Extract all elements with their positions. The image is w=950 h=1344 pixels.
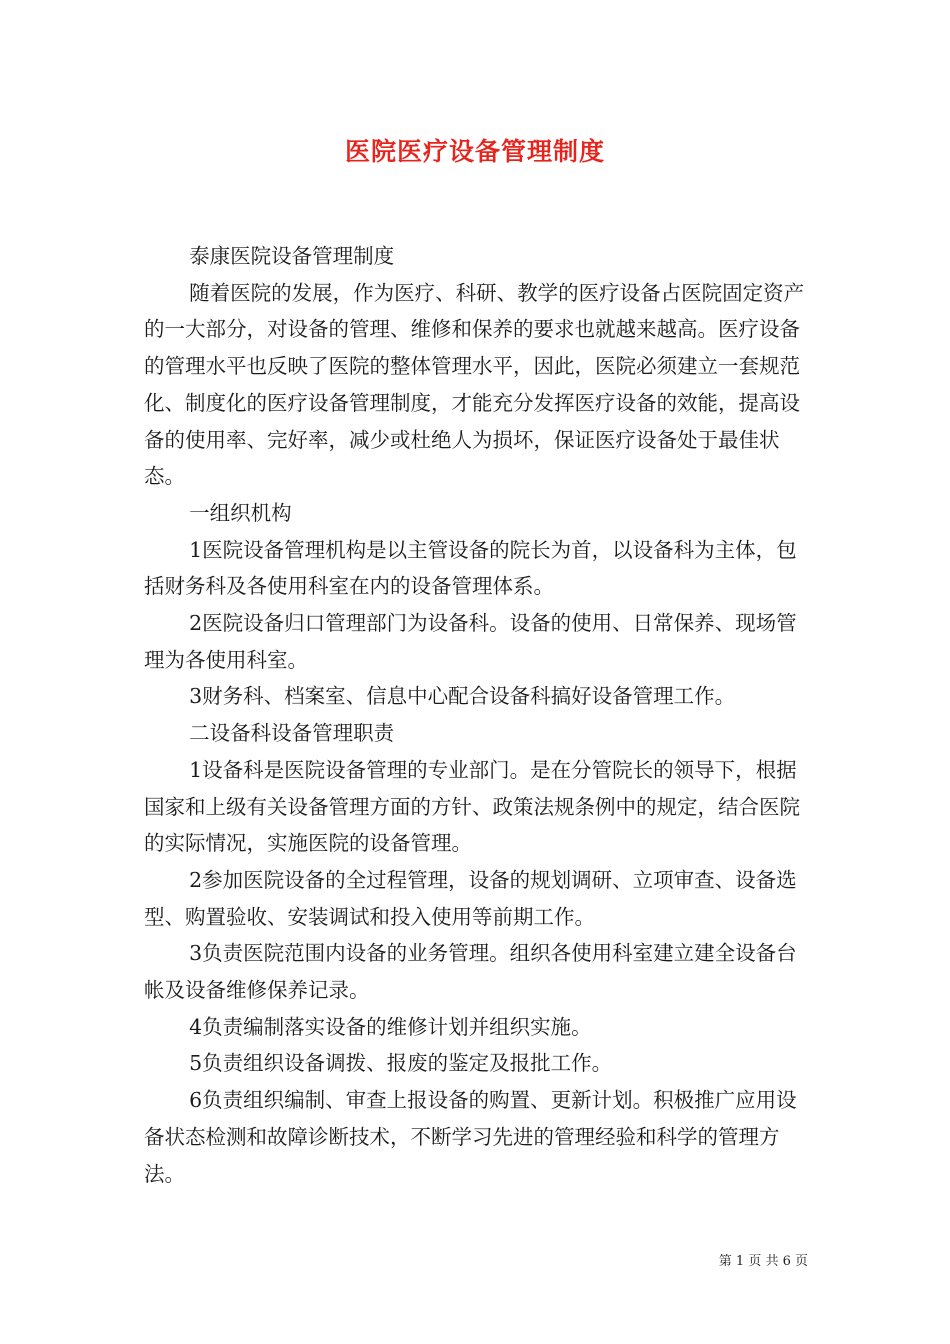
document-body <box>144 238 808 1192</box>
paragraph-item: 2参加医院设备的全过程管理，设备的规划调研、立项审查、设备选型、购置验收、安装调试和投入使用等前期工作。 <box>144 867 797 929</box>
intro-paragraph: 随着医院的发展，作为医疗、科研、教学的医疗设备占医院固定资产的一大部分，对设备的管理、维修和保养的要求也就越来越高。医疗设备的管理水平也反映了医院的整体管理水平，因此，医院必须建立一套规范化、制度化的医疗设备管理制度，才能充分发挥医疗设备的效能，提高设备的使用率、完好率，减少或杜绝人为损坏，保证医疗设备处于最佳状态。 <box>144 280 805 489</box>
paragraph-item: 3负责医院范围内设备的业务管理。组织各使用科室建立建全设备台帐及设备维修保养记录。 <box>144 941 797 1003</box>
paragraph-item: 4负责编制落实设备的维修计划并组织实施。 <box>189 1014 592 1039</box>
page-title: 医院医疗设备管理制度 <box>344 137 605 166</box>
paragraph-item: 5负责组织设备调拨、报废的鉴定及报批工作。 <box>189 1051 613 1076</box>
section-heading-duties: 二设备科设备管理职责 <box>189 721 395 746</box>
page-number: 第 1 页 共 6 页 <box>718 1254 808 1269</box>
paragraph-item: 2医院设备归口管理部门为设备科。设备的使用、日常保养、现场管理为各使用科室。 <box>144 611 797 672</box>
paragraph-item: 3财务科、档案室、信息中心配合设备科搞好设备管理工作。 <box>189 684 736 709</box>
paragraph-item: 1医院设备管理机构是以主管设备的院长为首，以设备科为主体，包括财务科及各使用科室在内的设备管理体系。 <box>144 537 797 599</box>
document-subtitle: 泰康医院设备管理制度 <box>189 244 395 268</box>
paragraph-item: 6负责组织编制、审查上报设备的购置、更新计划。积极推广应用设备状态检测和故障诊断技术，不断学习先进的管理经验和科学的管理方法。 <box>144 1088 797 1186</box>
section-heading-organization: 一组织机构 <box>189 500 292 525</box>
paragraph-item: 1设备科是医院设备管理的专业部门。是在分管院长的领导下，根据国家和上级有关设备管理方面的方针、政策法规条例中的规定，结合医院的实际情况，实施医院的设备管理。 <box>144 757 800 856</box>
